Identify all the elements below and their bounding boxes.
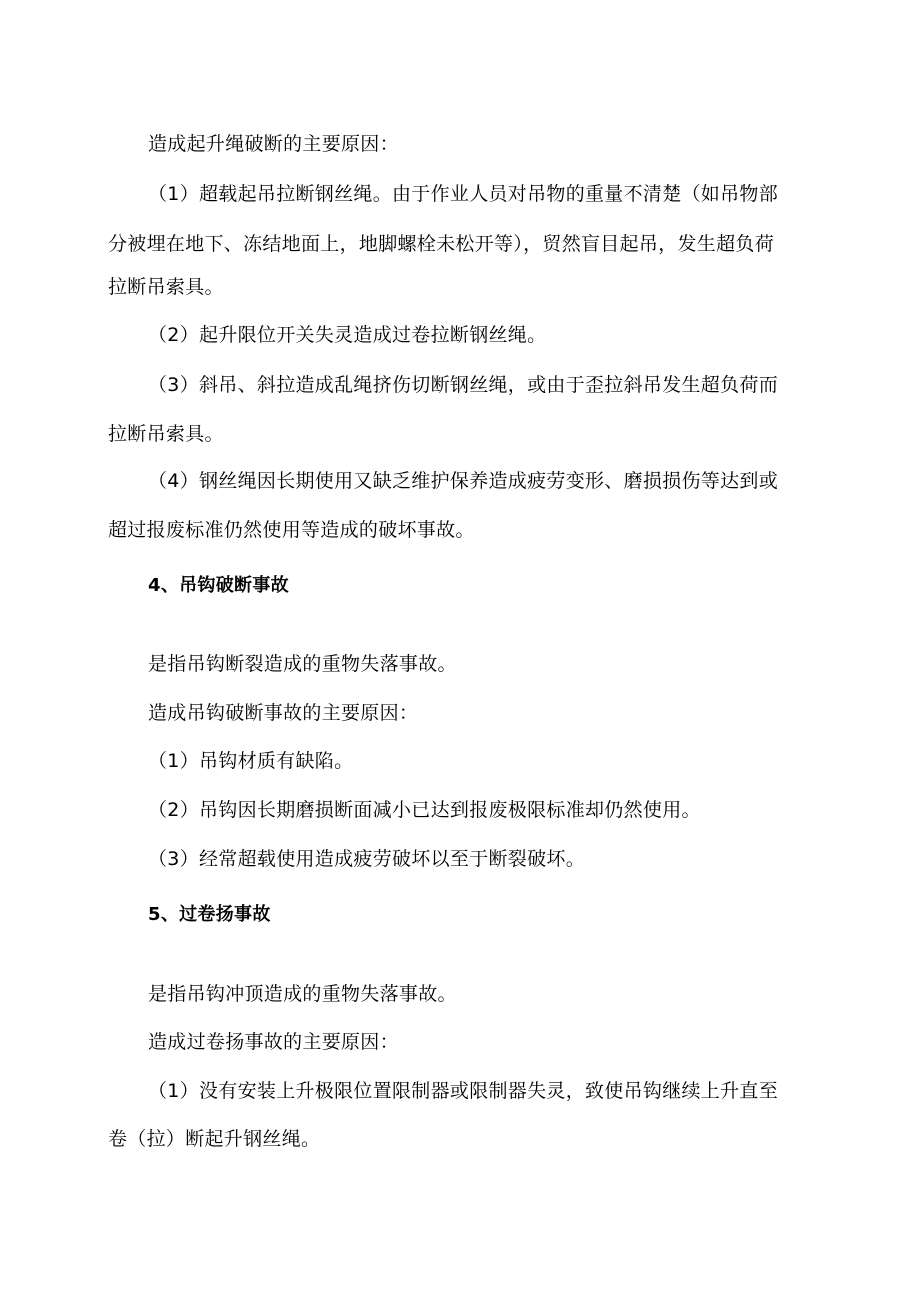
rope-item4-line1: （4）钢丝绳因长期使用又缺乏维护保养造成疲劳变形、磨损损伤等达到或 (148, 470, 778, 492)
rope-item1-line2: 分被埋在地下、冻结地面上，地脚螺栓未松开等），贸然盲目起吊，发生超负荷 (108, 233, 775, 255)
section5-heading: 5、过卷扬事故 (148, 904, 271, 925)
rope-item1-line3: 拉断吊索具。 (108, 276, 224, 298)
rope-item4-line2: 超过报废标准仍然使用等造成的破坏事故。 (108, 519, 475, 541)
rope-item1-line1: （1）超载起吊拉断钢丝绳。由于作业人员对吊物的重量不清楚（如吊物部 (148, 183, 778, 205)
section4-item2: （2）吊钩因长期磨损断面减小已达到报废极限标准却仍然使用。 (148, 799, 701, 821)
section4-item3: （3）经常超载使用造成疲劳破坏以至于断裂破坏。 (148, 848, 585, 870)
rope-item3-line2: 拉断吊索具。 (108, 423, 224, 445)
rope-causes-title: 造成起升绳破断的主要原因： (148, 133, 399, 155)
section4-definition: 是指吊钩断裂造成的重物失落事故。 (148, 653, 457, 675)
section4-heading: 4、吊钩破断事故 (148, 575, 289, 596)
section5-definition: 是指吊钩冲顶造成的重物失落事故。 (148, 983, 457, 1005)
section4-causes-title: 造成吊钩破断事故的主要原因： (148, 702, 419, 724)
section5-causes-title: 造成过卷扬事故的主要原因： (148, 1031, 399, 1053)
section5-item1-line2: 卷（拉）断起升钢丝绳。 (108, 1128, 321, 1150)
section4-item1: （1）吊钩材质有缺陷。 (148, 750, 354, 772)
rope-item3-line1: （3）斜吊、斜拉造成乱绳挤伤切断钢丝绳，或由于歪拉斜吊发生超负荷而 (148, 374, 778, 396)
section5-item1-line1: （1）没有安装上升极限位置限制器或限制器失灵，致使吊钩继续上升直至 (148, 1080, 778, 1102)
rope-item2: （2）起升限位开关失灵造成过卷拉断钢丝绳。 (148, 324, 547, 346)
